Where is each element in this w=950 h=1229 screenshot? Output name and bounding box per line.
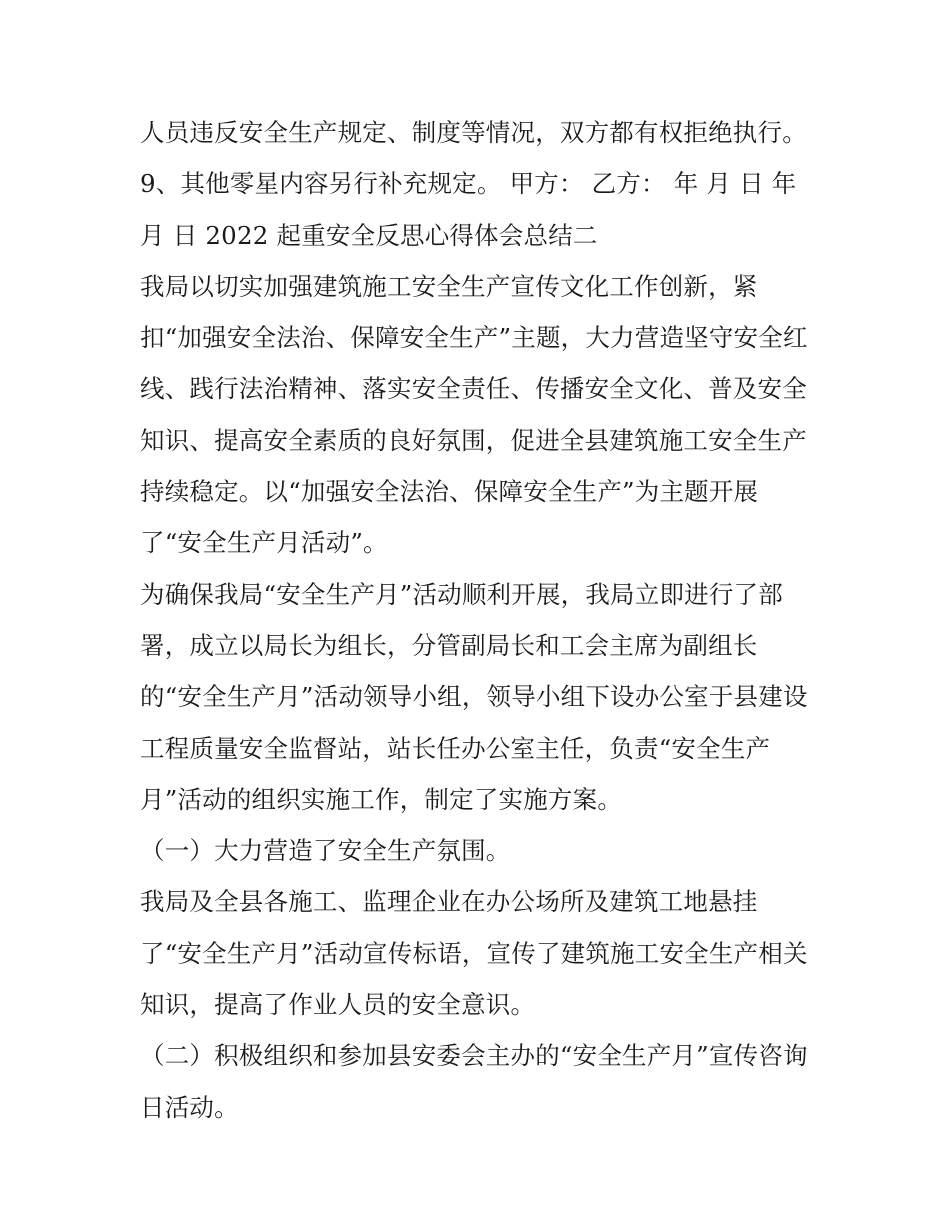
- text-line: 了“安全生产月活动”。: [140, 528, 388, 558]
- text-line: （一）大力营造了安全生产氛围。: [140, 836, 511, 866]
- text-line: 的“安全生产月”活动领导小组，领导小组下设办公室于县建设: [140, 682, 808, 712]
- text-line: 持续稳定。以“加强安全法治、保障安全生产”为主题开展: [140, 477, 759, 507]
- text-line: （二）积极组织和参加县安委会主办的“安全生产月”宣传咨询: [140, 1041, 808, 1071]
- text-line: 知识，提高了作业人员的安全意识。: [140, 990, 536, 1020]
- text-line: 署，成立以局长为组长，分管副局长和工会主席为副组长: [140, 630, 758, 660]
- text-line: 扣“加强安全法治、保障安全生产”主题，大力营造坚守安全红: [140, 323, 808, 353]
- text-line: 日活动。: [140, 1092, 239, 1122]
- text-line: 工程质量安全监督站，站长任办公室主任，负责“安全生产: [140, 733, 771, 763]
- text-line: 了“安全生产月”活动宣传标语，宣传了建筑施工安全生产相关: [140, 938, 808, 968]
- text-line: 为确保我局“安全生产月”活动顺利开展，我局立即进行了部: [140, 579, 783, 609]
- text-line: 月 日 2022 起重安全反思心得体会总结二: [140, 220, 598, 250]
- text-line: 我局及全县各施工、监理企业在办公场所及建筑工地悬挂: [140, 887, 758, 917]
- text-line: 知识、提高安全素质的良好氛围，促进全县建筑施工安全生产: [140, 425, 807, 455]
- text-line: 月”活动的组织实施工作，制定了实施方案。: [140, 784, 623, 814]
- text-line: 我局以切实加强建筑施工安全生产宣传文化工作创新，紧: [140, 271, 758, 301]
- document-body: [140, 107, 820, 1133]
- text-line: 人员违反安全生产规定、制度等情况，双方都有权拒绝执行。: [140, 118, 807, 147]
- text-line: 9、其他零星内容另行补充规定。 甲方： 乙方： 年 月 日 年: [140, 169, 797, 199]
- text-line: 线、践行法治精神、落实安全责任、传播安全文化、普及安全: [140, 374, 807, 404]
